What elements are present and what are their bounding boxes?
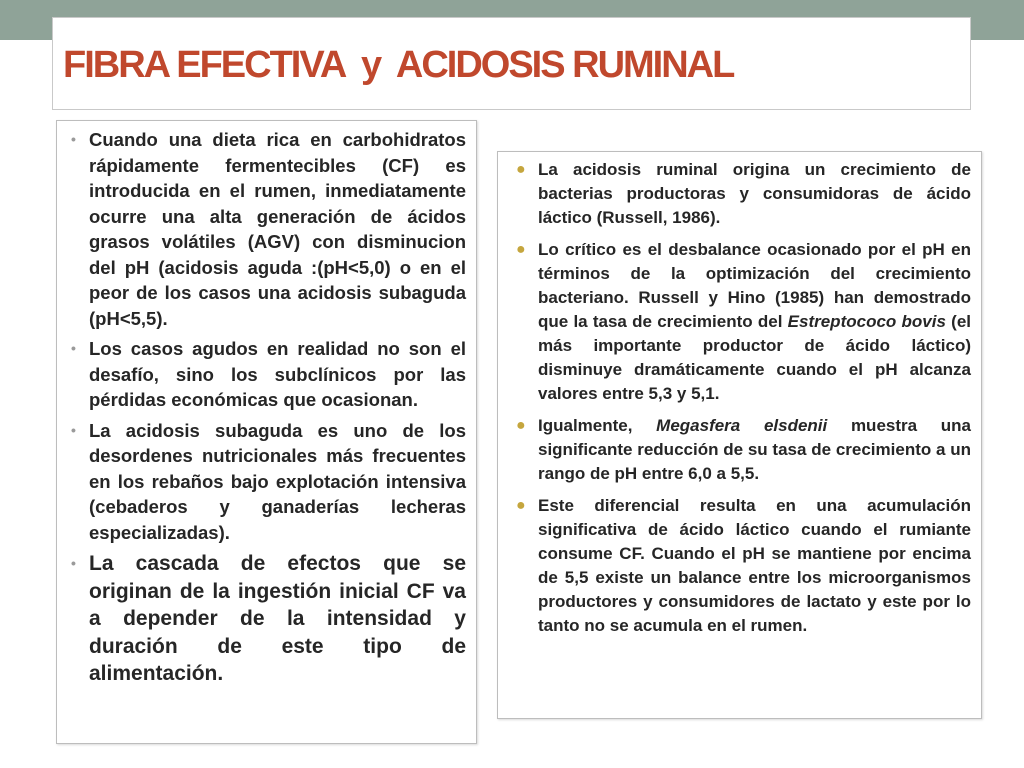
right-bullet-list <box>510 158 971 638</box>
right-text-box <box>497 151 982 719</box>
species-name: Estreptococo bovis <box>787 312 946 331</box>
left-bullet-list <box>69 127 466 688</box>
bullet-icon: ● <box>516 241 526 258</box>
list-item: ● Lo crítico es el desbalance ocasionado por el pH en términos de la optimización del crecimiento bacteriano. Russell y Hino (1985) han demostrado que la tasa de crecimiento del Estreptococo bovis (el más importante productor de ácido láctico) disminuye dramáticamente cuando el pH alcanza valores entre 5,3 y 5,1. <box>516 240 972 403</box>
bullet-icon: ● <box>516 161 526 178</box>
list-item: ● Este diferencial resulta en una acumulación significativa de ácido láctico cuando el rumiante consume CF. Cuando el pH se mantiene por encima de 5,5 existe un balance entre los microorganismos productores y consumidores de lactato y este por lo tanto no se acumula en el rumen. <box>516 496 971 635</box>
species-name: Megasfera elsdenii <box>656 416 828 435</box>
list-item: ● Igualmente, Megasfera elsdenii muestra una significante reducción de su tasa de crecimiento a un rango de pH entre 6,0 a 5,5. <box>516 416 971 483</box>
bullet-icon: • <box>71 555 76 571</box>
list-item: • La cascada de efectos que se originan de la ingestión inicial CF va a depender de la intensidad y duración de este tipo de alimentación. <box>71 552 466 685</box>
bullet-icon: • <box>71 421 76 438</box>
left-text-box <box>56 120 477 744</box>
list-item: • Los casos agudos en realidad no son el desafío, sino los subclínicos por las pérdidas económicas que ocasionan. <box>71 338 466 410</box>
bullet-icon: • <box>71 340 76 356</box>
bullet-icon: ● <box>516 417 526 434</box>
slide-title: FIBRA EFECTIVA y ACIDOSIS RUMINAL <box>63 44 734 86</box>
bullet-icon: • <box>71 131 76 147</box>
list-item: • La acidosis subaguda es uno de los desordenes nutricionales más frecuentes en los rebaños bajo explotación intensiva (cebaderos y ganaderías lecheras especializadas). <box>71 419 466 543</box>
bullet-icon: ● <box>516 497 526 514</box>
list-item: • Cuando una dieta rica en carbohidratos rápidamente fermentecibles (CF) es introducida en el rumen, inmediatamente ocurre una alta generación de ácidos grasos volátiles (AGV) con disminucion del pH (acidosis aguda :(pH<5,0) o en el peor de los casos una acidosis subaguda (pH<5,5). <box>71 129 466 329</box>
list-item: ● La acidosis ruminal origina un crecimiento de bacterias productoras y consumidoras de ácido láctico (Russell, 1986). <box>516 160 971 227</box>
title-box <box>52 17 971 110</box>
